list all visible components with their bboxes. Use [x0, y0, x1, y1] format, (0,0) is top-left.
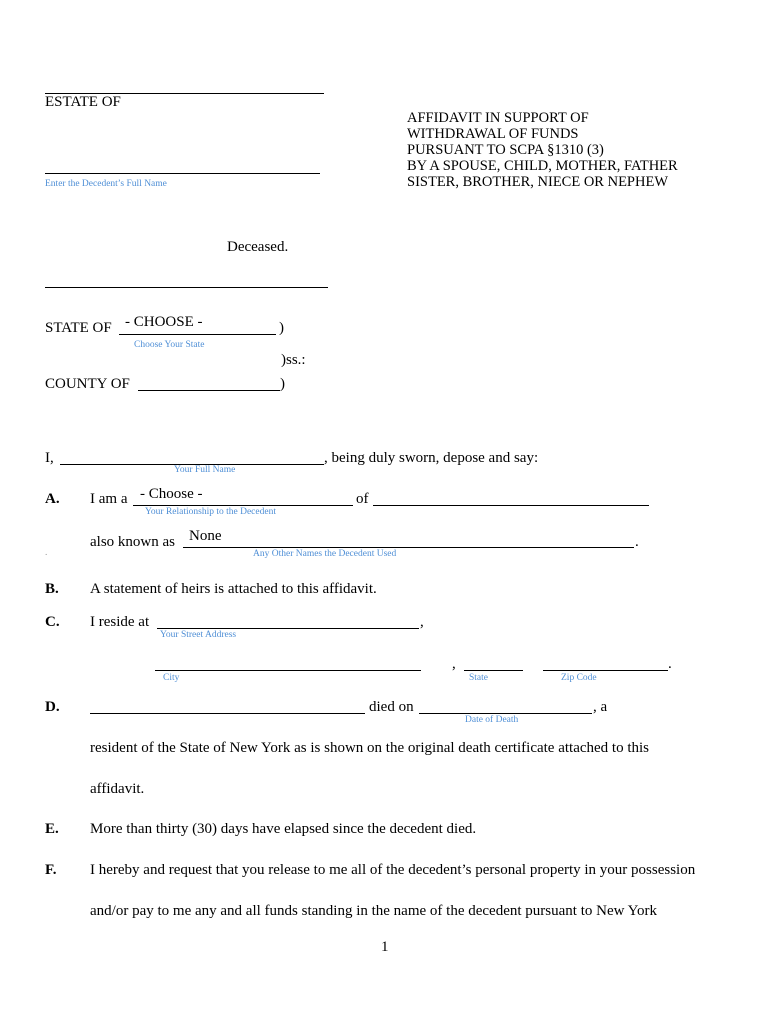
city-field[interactable] — [155, 670, 421, 671]
also-known-as-label: also known as — [90, 534, 175, 550]
county-of-label: COUNTY OF — [45, 376, 130, 392]
comma-a: , a — [593, 699, 608, 715]
intro-i: I, — [45, 450, 54, 466]
para-f-line-2: and/or pay to me any and all funds standing in the name of the decedent pursuant to New York — [90, 903, 657, 919]
of-label: of — [356, 491, 369, 507]
state-select-field[interactable] — [119, 334, 276, 335]
county-field[interactable] — [138, 390, 280, 391]
decedent-of-field[interactable] — [373, 505, 649, 506]
caption-bottom-rule — [45, 287, 328, 288]
state-field-hint: State — [469, 673, 488, 683]
relationship-select-field[interactable] — [133, 505, 353, 506]
para-a-letter: A. — [45, 491, 60, 507]
heading-line-1: AFFIDAVIT IN SUPPORT OF — [407, 110, 589, 126]
died-on-label: died on — [369, 699, 414, 715]
zip-hint: Zip Code — [561, 673, 597, 683]
city-hint: City — [163, 673, 180, 683]
zip-period: . — [668, 656, 672, 672]
aka-hint: Any Other Names the Decedent Used — [253, 549, 397, 559]
para-d-letter: D. — [45, 699, 60, 715]
state-paren: ) — [279, 320, 284, 336]
relationship-hint: Your Relationship to the Decedent — [145, 507, 276, 517]
relationship-select-value[interactable]: - Choose - — [140, 486, 203, 502]
stray-dot: . — [45, 548, 48, 558]
i-am-a-label: I am a — [90, 491, 128, 507]
state-hint: Choose Your State — [134, 340, 205, 350]
date-of-death-field[interactable] — [419, 713, 592, 714]
para-b-letter: B. — [45, 581, 59, 597]
para-b-text: A statement of heirs is attached to this affidavit. — [90, 581, 377, 597]
aka-field[interactable] — [183, 547, 634, 548]
zip-field[interactable] — [543, 670, 668, 671]
para-f-letter: F. — [45, 862, 57, 878]
heading-line-3: PURSUANT TO SCPA §1310 (3) — [407, 142, 604, 158]
deceased-label: Deceased. — [227, 239, 289, 255]
decedent-name-d-field[interactable] — [90, 713, 365, 714]
decedent-name-field[interactable] — [45, 173, 320, 174]
estate-of-label: ESTATE OF — [45, 94, 121, 110]
decedent-name-hint: Enter the Decedent’s Full Name — [45, 179, 167, 189]
state-select-value[interactable]: - CHOOSE - — [125, 314, 203, 330]
state-field[interactable] — [464, 670, 523, 671]
street-address-hint: Your Street Address — [160, 630, 237, 640]
para-d-line-3: affidavit. — [90, 781, 145, 797]
heading-line-5: SISTER, BROTHER, NIECE OR NEPHEW — [407, 174, 668, 190]
ss-label: )ss.: — [281, 352, 306, 368]
state-of-label: STATE OF — [45, 320, 112, 336]
date-of-death-hint: Date of Death — [465, 715, 519, 725]
para-f-line-1: I hereby and request that you release to me all of the decedent’s personal property in your possession — [90, 862, 696, 878]
full-name-hint: Your Full Name — [174, 465, 236, 475]
street-address-field[interactable] — [157, 628, 419, 629]
para-c-letter: C. — [45, 614, 60, 630]
city-comma: , — [452, 656, 456, 672]
intro-sworn: , being duly sworn, depose and say: — [324, 450, 539, 466]
para-d-line-2: resident of the State of New York as is shown on the original death certificate attached to this — [90, 740, 650, 756]
para-e-letter: E. — [45, 821, 59, 837]
para-e-text: More than thirty (30) days have elapsed since the decedent died. — [90, 821, 477, 837]
aka-period: . — [635, 534, 639, 550]
page-number: 1 — [381, 939, 389, 955]
reside-at-label: I reside at — [90, 614, 150, 630]
street-comma: , — [420, 614, 424, 630]
county-paren: ) — [280, 376, 285, 392]
heading-line-2: WITHDRAWAL OF FUNDS — [407, 126, 579, 142]
heading-line-4: BY A SPOUSE, CHILD, MOTHER, FATHER — [407, 158, 678, 174]
aka-value[interactable]: None — [189, 528, 222, 544]
